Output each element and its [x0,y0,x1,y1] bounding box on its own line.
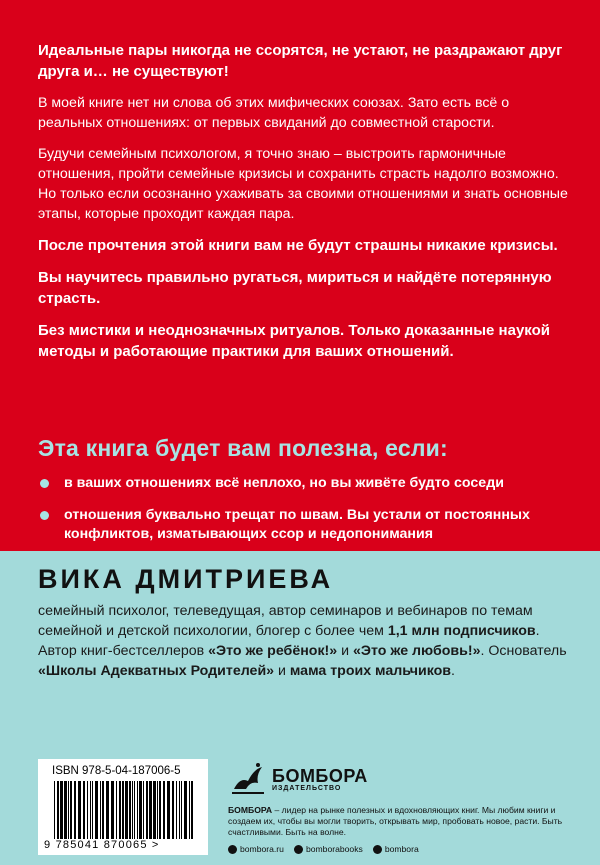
paragraph-6: Без мистики и неоднозначных ритуалов. Только доказанные наукой методы и работающие практики для ваших отношений. [38,322,550,360]
social-telegram[interactable] [373,844,419,854]
barcode-bar [189,781,190,839]
barcode-bar [74,781,76,839]
publisher-logo [228,759,588,799]
bio-text: и [337,643,353,659]
telegram-icon [373,845,382,854]
bottom-section [0,551,600,865]
barcode-bar [137,781,138,839]
bio-text: . Основатель [480,643,567,659]
barcode-bar [153,781,156,839]
social-vk[interactable] [294,844,363,854]
bombora-logo-icon [228,759,268,799]
social-links [228,844,588,854]
barcode-bar [83,781,85,839]
barcode-bar [159,781,161,839]
barcode-bar [119,781,121,839]
barcode-bar [149,781,152,839]
barcode-digits: 9 785041 870065 > [44,839,160,851]
intro-paragraph: Идеальные пары никогда не ссорятся, не устают, не раздражают друг друга и… не существуют! [38,42,563,80]
globe-icon [228,845,237,854]
logo-sub: ИЗДАТЕЛЬСТВО [272,785,342,792]
barcode-bar [111,781,114,839]
barcode-bar [78,781,81,839]
paragraph-3: Будучи семейным психологом, я точно знаю – выстроить гармоничные отношения, пройти семейные кризисы и сохранить страсть надолго возможно. Но только если осознанно ухаживать за своими отношениями и знать основные этапы, которые проходит каждая пара. [38,146,568,222]
barcode-bar [191,781,193,839]
barcode-bar [64,781,67,839]
barcode-bar [92,781,93,839]
barcode-bar [134,781,135,839]
bullet-list [38,474,578,557]
barcode-bar [100,781,101,839]
description-text [38,40,568,373]
bio-book-2: «Это же любовь!» [352,643,481,659]
bio-subscribers: 1,1 млн подписчиков [387,623,536,639]
social-telegram-label: bombora [384,844,419,854]
isbn-text: ISBN 978-5-04-187006-5 [52,765,181,777]
barcode-box [38,759,208,855]
barcode-bar [132,781,133,839]
barcode-bar [68,781,69,839]
barcode-bar [70,781,72,839]
social-site[interactable] [228,844,284,854]
bullet-item [38,506,578,544]
bullet-text: в ваших отношениях всё неплохо, но вы живёте будто соседи [64,475,504,491]
bullet-dot-icon [40,479,49,488]
bullet-item [38,474,578,493]
barcode-bar [139,781,142,839]
bio-text: . [451,663,455,679]
barcode-bar [90,781,91,839]
publisher-desc-name: БОМБОРА [228,805,273,815]
bio-mother: мама троих мальчиков [289,663,451,679]
logo-name: БОМБОРА [272,766,368,786]
barcode-icon [52,781,196,839]
barcode-bar [129,781,131,839]
barcode-bar [106,781,109,839]
social-vk-label: bomborabooks [305,844,363,854]
publisher-desc-text: – лидер на рынке полезных и вдохновляющих книг. Мы любим книги и создаем их, чтобы вы могли творить, открывать мир, пробовать новое, расти. Быть счастливыми. Быть на волне. [228,805,563,837]
barcode-bar [54,781,55,839]
barcode-bar [176,781,177,839]
barcode-bar [60,781,63,839]
barcode-bar [116,781,117,839]
bullet-text: отношения буквально трещат по швам. Вы устали от постоянных конфликтов, изматывающих ссор и недопонимания [64,507,530,542]
barcode-bar [184,781,187,839]
bio-school: «Школы Адекватных Родителей» [38,663,275,679]
social-site-label: bombora.ru [240,844,284,854]
useful-title: Эта книга будет вам полезна, если: [38,435,448,461]
bio-text: и [274,663,290,679]
barcode-bar [95,781,98,839]
barcode-bar [57,781,59,839]
vk-icon [294,845,303,854]
bio-text: семейный психолог, телеведущая, автор семинаров и вебинаров по темам семейной и детской психологии, блогер с более чем [38,603,533,639]
barcode-bar [146,781,148,839]
barcode-bar [102,781,104,839]
barcode-bar [167,781,170,839]
paragraph-4: После прочтения этой книги вам не будут страшны никакие кризисы. [38,237,558,254]
publisher-block [228,759,588,854]
paragraph-2: В моей книге нет ни слова об этих мифических союзах. Зато есть всё о реальных отношениях: от первых свиданий до совместной старости. [38,95,510,131]
barcode-bar [87,781,88,839]
barcode-bar [179,781,180,839]
barcode-bar [163,781,165,839]
bio-book-1: «Это же ребёнок!» [208,643,338,659]
bullet-dot-icon [40,511,49,520]
barcode-bar [125,781,128,839]
bio-text: . Автор книг-бестселлеров [38,623,540,659]
barcode-bar [157,781,158,839]
author-bio [38,601,568,681]
barcode-bar [122,781,124,839]
paragraph-5: Вы научитесь правильно ругаться, мириться и найдёте потерянную страсть. [38,269,552,307]
barcode-bar [181,781,182,839]
author-name: ВИКА ДМИТРИЕВА [38,564,334,594]
barcode-bar [172,781,174,839]
publisher-description [228,805,568,838]
barcode-bar [143,781,144,839]
